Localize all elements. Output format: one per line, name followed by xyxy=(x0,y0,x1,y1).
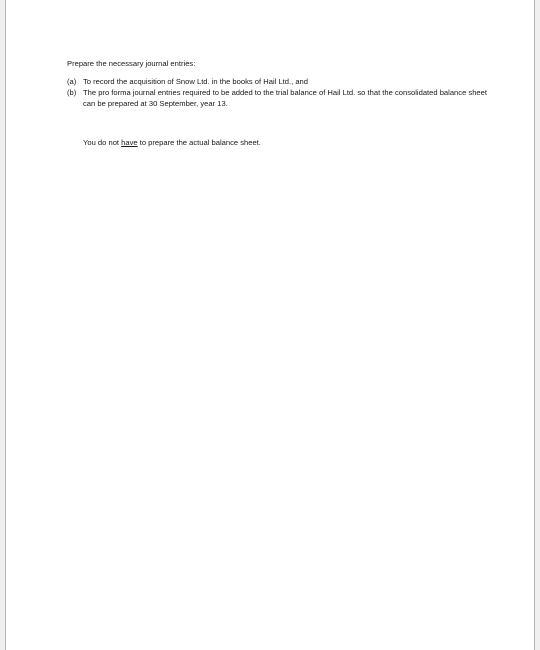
note-emphasis: have xyxy=(121,138,138,147)
right-scroll-edge[interactable] xyxy=(534,0,540,650)
list-item xyxy=(67,87,487,109)
instruction-text: Prepare the necessary journal entries: xyxy=(67,59,196,68)
list-item-marker: (a) xyxy=(67,77,77,86)
list-item-marker: (b) xyxy=(67,88,77,97)
balance-sheet-note xyxy=(83,137,487,148)
document-page xyxy=(6,0,534,650)
note-text-after: to prepare the actual balance sheet. xyxy=(137,138,261,147)
note-text-before: You do not xyxy=(83,138,122,147)
journal-entry-list xyxy=(67,76,487,109)
list-item-text: To record the acquisition of Snow Ltd. in the books of Hail Ltd., and xyxy=(83,77,308,86)
list-item xyxy=(67,76,487,87)
document-content xyxy=(67,58,487,148)
list-item-text: The pro forma journal entries required to be added to the trial balance of Hail Ltd. so that the consolidated balance sheet can be prepared at 30 September, year 13. xyxy=(83,88,487,108)
